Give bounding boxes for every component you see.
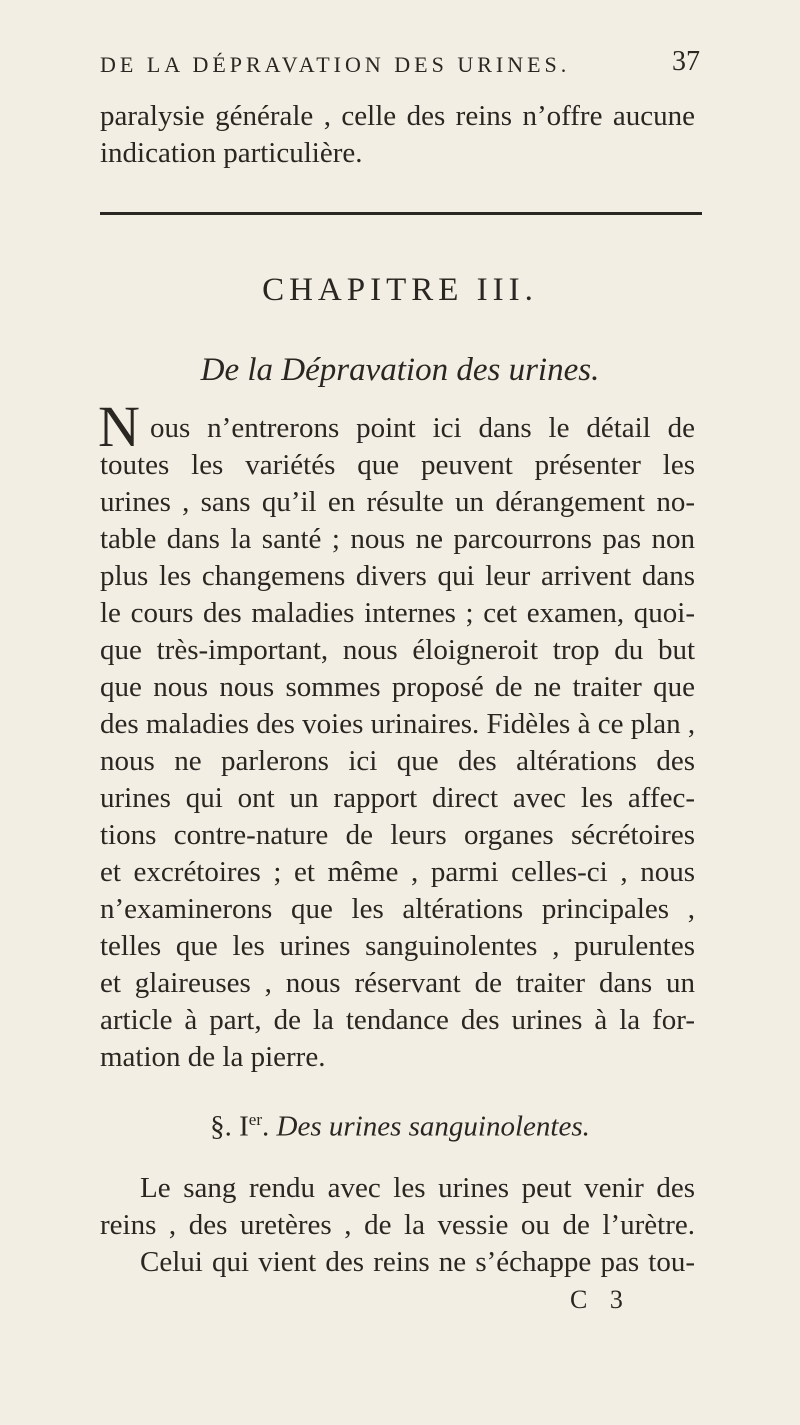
running-head-title: DE LA DÉPRAVATION DES URINES. [100, 52, 571, 77]
paragraph-line-1: ous n’entrerons point ici dans le détail de [150, 412, 695, 444]
paragraph-line-6: le cours des maladies internes ; cet examen, quoi- [100, 597, 695, 629]
signature-mark: C 3 [570, 1285, 631, 1314]
paragraph-line-16: et glaireuses , nous réservant de traiter dans un [100, 967, 695, 999]
paragraph-line-17: article à part, de la tendance des urines à la for- [100, 1004, 695, 1036]
intro-line-1: paralysie générale , celle des reins n’offre aucune [100, 100, 695, 132]
section-title: Des urines sanguinolentes. [276, 1110, 590, 1143]
paragraph-line-13: et excrétoires ; et même , parmi celles-ci , nous [100, 856, 695, 888]
paragraph-line-18: mation de la pierre. [100, 1041, 326, 1073]
section-divider-rule [100, 212, 702, 215]
paragraph-line-9: des maladies des voies urinaires. Fidèles à ce plan , [100, 708, 696, 740]
paragraph-line-8: que nous nous sommes proposé de ne traiter que [100, 671, 695, 703]
paragraph-line-14: n’examinerons que les altérations principales , [100, 893, 695, 925]
chapter-subtitle: De la Dépravation des urines. [200, 352, 600, 388]
running-head [100, 46, 700, 78]
closing-line-3: Celui qui vient des reins ne s’échappe pas tou- [140, 1246, 695, 1278]
section-mark: §. I [210, 1110, 249, 1143]
closing-line-1: Le sang rendu avec les urines peut venir des [140, 1172, 695, 1204]
paragraph-line-10: nous ne parlerons ici que des altérations des [100, 745, 695, 777]
drop-cap: N [98, 394, 140, 459]
intro-line-2: indication particulière. [100, 137, 363, 169]
chapter-heading: CHAPITRE III. [262, 272, 538, 308]
page-number: 37 [672, 46, 700, 77]
paragraph-line-15: telles que les urines sanguinolentes , purulentes [100, 930, 695, 962]
paragraph-line-3: urines , sans qu’il en résulte un dérangement no- [100, 486, 695, 518]
paragraph-line-5: plus les changemens divers qui leur arrivent dans [100, 560, 695, 592]
section-heading: §. Ier. Des urines sanguinolentes. [210, 1110, 590, 1143]
paragraph-line-11: urines qui ont un rapport direct avec les affec- [100, 782, 695, 814]
section-superscript: er [248, 1110, 263, 1129]
paragraph-line-4: table dans la santé ; nous ne parcourrons pas non [100, 523, 695, 555]
paragraph-line-12: tions contre-nature de leurs organes sécrétoires [100, 819, 695, 851]
closing-line-2: reins , des uretères , de la vessie ou de l’urètre. [100, 1209, 695, 1241]
paragraph-line-2: toutes les variétés que peuvent présenter les [100, 449, 695, 481]
paragraph-line-7: que très-important, nous éloigneroit trop du but [100, 634, 695, 666]
